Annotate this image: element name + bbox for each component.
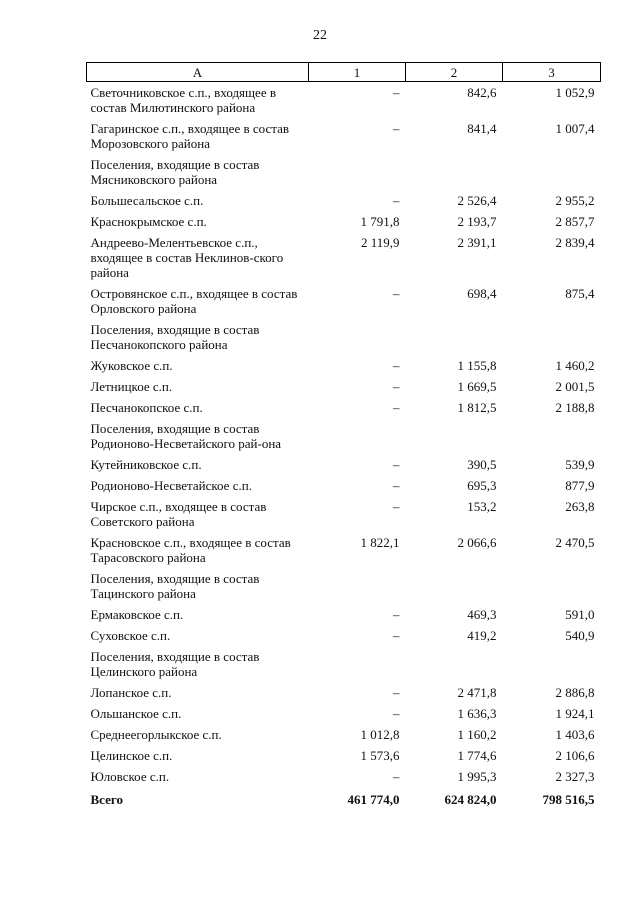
value-cell-2: 841,4 <box>467 121 497 136</box>
table-row <box>87 319 601 355</box>
value-cell-2: 1 669,5 <box>457 379 497 394</box>
settlement-name-cell: Лопанское с.п. <box>90 685 172 700</box>
settlement-name-cell: Большесальское с.п. <box>90 193 204 208</box>
table-row <box>87 496 601 532</box>
table-row <box>87 766 601 787</box>
column-header: А <box>87 63 309 82</box>
value-cell-3: 2 857,7 <box>555 214 595 229</box>
value-cell-2: 1 995,3 <box>457 769 497 784</box>
table-row <box>87 532 601 568</box>
page-number: 22 <box>313 28 327 43</box>
value-cell-2: 1 812,5 <box>457 400 497 415</box>
value-cell-2 <box>406 418 503 454</box>
value-cell-1: – <box>393 400 400 415</box>
settlement-name-cell: Ольшанское с.п. <box>90 706 182 721</box>
settlement-name-cell: Всего <box>90 792 123 807</box>
value-cell-1: – <box>393 769 400 784</box>
settlement-name-cell: Гагаринское с.п., входящее в состав Морозовского района <box>90 121 289 151</box>
settlement-name-cell: Андреево-Мелентьевское с.п., входящее в состав Неклинов-ского района <box>90 235 284 280</box>
value-cell-3: 1 403,6 <box>555 727 595 742</box>
settlement-name-cell: Песчанокопское с.п. <box>90 400 203 415</box>
table-row <box>87 82 601 119</box>
settlement-name-cell: Родионово-Несветайское с.п. <box>90 478 252 493</box>
table-row <box>87 283 601 319</box>
value-cell-1: – <box>393 193 400 208</box>
value-cell-3: 877,9 <box>565 478 595 493</box>
settlement-name-cell: Жуковское с.п. <box>90 358 173 373</box>
table-row <box>87 454 601 475</box>
table-row <box>87 397 601 418</box>
settlement-name-cell: Среднеегорлыкское с.п. <box>90 727 222 742</box>
table-row <box>87 625 601 646</box>
settlement-name-cell: Поселения, входящие в состав Тацинского района <box>90 571 260 601</box>
value-cell-3: 1 924,1 <box>555 706 595 721</box>
value-cell-1: – <box>393 478 400 493</box>
settlement-name-cell: Краснокрымское с.п. <box>90 214 207 229</box>
value-cell-3: 2 470,5 <box>555 535 595 550</box>
table-row <box>87 724 601 745</box>
value-cell-3: 591,0 <box>565 607 595 622</box>
value-cell-1 <box>309 154 406 190</box>
settlement-name-cell: Ермаковское с.п. <box>90 607 184 622</box>
value-cell-2: 419,2 <box>467 628 497 643</box>
value-cell-2 <box>406 154 503 190</box>
settlement-name-cell: Красновское с.п., входящее в состав Тарасовского района <box>90 535 291 565</box>
value-cell-1: 461 774,0 <box>347 792 400 807</box>
value-cell-3: 2 886,8 <box>555 685 595 700</box>
value-cell-1 <box>309 568 406 604</box>
value-cell-2: 695,3 <box>467 478 497 493</box>
value-cell-2 <box>406 319 503 355</box>
value-cell-2: 469,3 <box>467 607 497 622</box>
value-cell-1: – <box>393 121 400 136</box>
settlement-name-cell: Суховское с.п. <box>90 628 171 643</box>
value-cell-3: 263,8 <box>565 499 595 514</box>
value-cell-3 <box>503 418 601 454</box>
table-row <box>87 118 601 154</box>
value-cell-1: – <box>393 286 400 301</box>
table-row <box>87 682 601 703</box>
value-cell-2: 624 824,0 <box>444 792 497 807</box>
table-header-row <box>87 63 601 82</box>
value-cell-3: 540,9 <box>565 628 595 643</box>
value-cell-3: 2 955,2 <box>555 193 595 208</box>
table-row <box>87 154 601 190</box>
value-cell-3 <box>503 154 601 190</box>
value-cell-3: 2 001,5 <box>555 379 595 394</box>
table-row <box>87 475 601 496</box>
settlement-name-cell: Островянское с.п., входящее в состав Орловского района <box>90 286 298 316</box>
value-cell-1: – <box>393 607 400 622</box>
value-cell-3 <box>503 646 601 682</box>
table-row <box>87 190 601 211</box>
table-row <box>87 376 601 397</box>
table-row <box>87 355 601 376</box>
value-cell-1: – <box>393 379 400 394</box>
data-table <box>86 62 601 810</box>
settlement-name-cell: Летницкое с.п. <box>90 379 173 394</box>
value-cell-1: 1 791,8 <box>360 214 400 229</box>
value-cell-3 <box>503 319 601 355</box>
settlement-name-cell: Чирское с.п., входящее в состав Советского района <box>90 499 267 529</box>
settlement-name-cell: Поселения, входящие в состав Родионово-Несветайского рай-она <box>90 421 282 451</box>
value-cell-3 <box>503 568 601 604</box>
value-cell-1 <box>309 418 406 454</box>
settlement-name-cell: Целинское с.п. <box>90 748 173 763</box>
column-header: 3 <box>503 63 601 82</box>
value-cell-3: 798 516,5 <box>542 792 595 807</box>
settlement-name-cell: Светочниковское с.п., входящее в состав Милютинского района <box>90 85 276 115</box>
value-cell-1: 1 573,6 <box>360 748 400 763</box>
value-cell-1: – <box>393 499 400 514</box>
value-cell-2: 698,4 <box>467 286 497 301</box>
value-cell-1: – <box>393 628 400 643</box>
value-cell-3: 1 460,2 <box>555 358 595 373</box>
value-cell-2: 2 526,4 <box>457 193 497 208</box>
value-cell-2: 1 160,2 <box>457 727 497 742</box>
value-cell-1: 1 012,8 <box>360 727 400 742</box>
value-cell-2: 1 774,6 <box>457 748 497 763</box>
value-cell-1: 1 822,1 <box>360 535 400 550</box>
value-cell-2: 1 155,8 <box>457 358 497 373</box>
value-cell-2: 2 193,7 <box>457 214 497 229</box>
value-cell-2: 2 391,1 <box>457 235 497 250</box>
value-cell-2: 2 471,8 <box>457 685 497 700</box>
table-row <box>87 568 601 604</box>
value-cell-2: 2 066,6 <box>457 535 497 550</box>
value-cell-2: 390,5 <box>467 457 497 472</box>
value-cell-3: 875,4 <box>565 286 595 301</box>
value-cell-1: – <box>393 685 400 700</box>
value-cell-2: 842,6 <box>467 85 497 100</box>
settlement-name-cell: Юловское с.п. <box>90 769 170 784</box>
column-header: 1 <box>309 63 406 82</box>
value-cell-2: 153,2 <box>467 499 497 514</box>
table-body <box>87 82 601 811</box>
table-row <box>87 604 601 625</box>
value-cell-1: – <box>393 358 400 373</box>
value-cell-3: 539,9 <box>565 457 595 472</box>
table-row <box>87 232 601 283</box>
table-row <box>87 418 601 454</box>
value-cell-2: 1 636,3 <box>457 706 497 721</box>
settlement-name-cell: Кутейниковское с.п. <box>90 457 202 472</box>
value-cell-1: 2 119,9 <box>360 235 400 250</box>
table-row <box>87 703 601 724</box>
value-cell-3: 2 188,8 <box>555 400 595 415</box>
value-cell-3: 2 106,6 <box>555 748 595 763</box>
column-header: 2 <box>406 63 503 82</box>
table-row <box>87 646 601 682</box>
value-cell-1 <box>309 646 406 682</box>
value-cell-3: 1 052,9 <box>555 85 595 100</box>
settlement-name-cell: Поселения, входящие в состав Песчанокопского района <box>90 322 260 352</box>
value-cell-1: – <box>393 457 400 472</box>
value-cell-2 <box>406 568 503 604</box>
table-row <box>87 745 601 766</box>
settlement-name-cell: Поселения, входящие в состав Целинского района <box>90 649 260 679</box>
table-row <box>87 211 601 232</box>
value-cell-1 <box>309 319 406 355</box>
total-row <box>87 787 601 810</box>
settlement-name-cell: Поселения, входящие в состав Мясниковского района <box>90 157 260 187</box>
value-cell-3: 2 327,3 <box>555 769 595 784</box>
value-cell-3: 2 839,4 <box>555 235 595 250</box>
value-cell-1: – <box>393 85 400 100</box>
value-cell-2 <box>406 646 503 682</box>
value-cell-1: – <box>393 706 400 721</box>
value-cell-3: 1 007,4 <box>555 121 595 136</box>
